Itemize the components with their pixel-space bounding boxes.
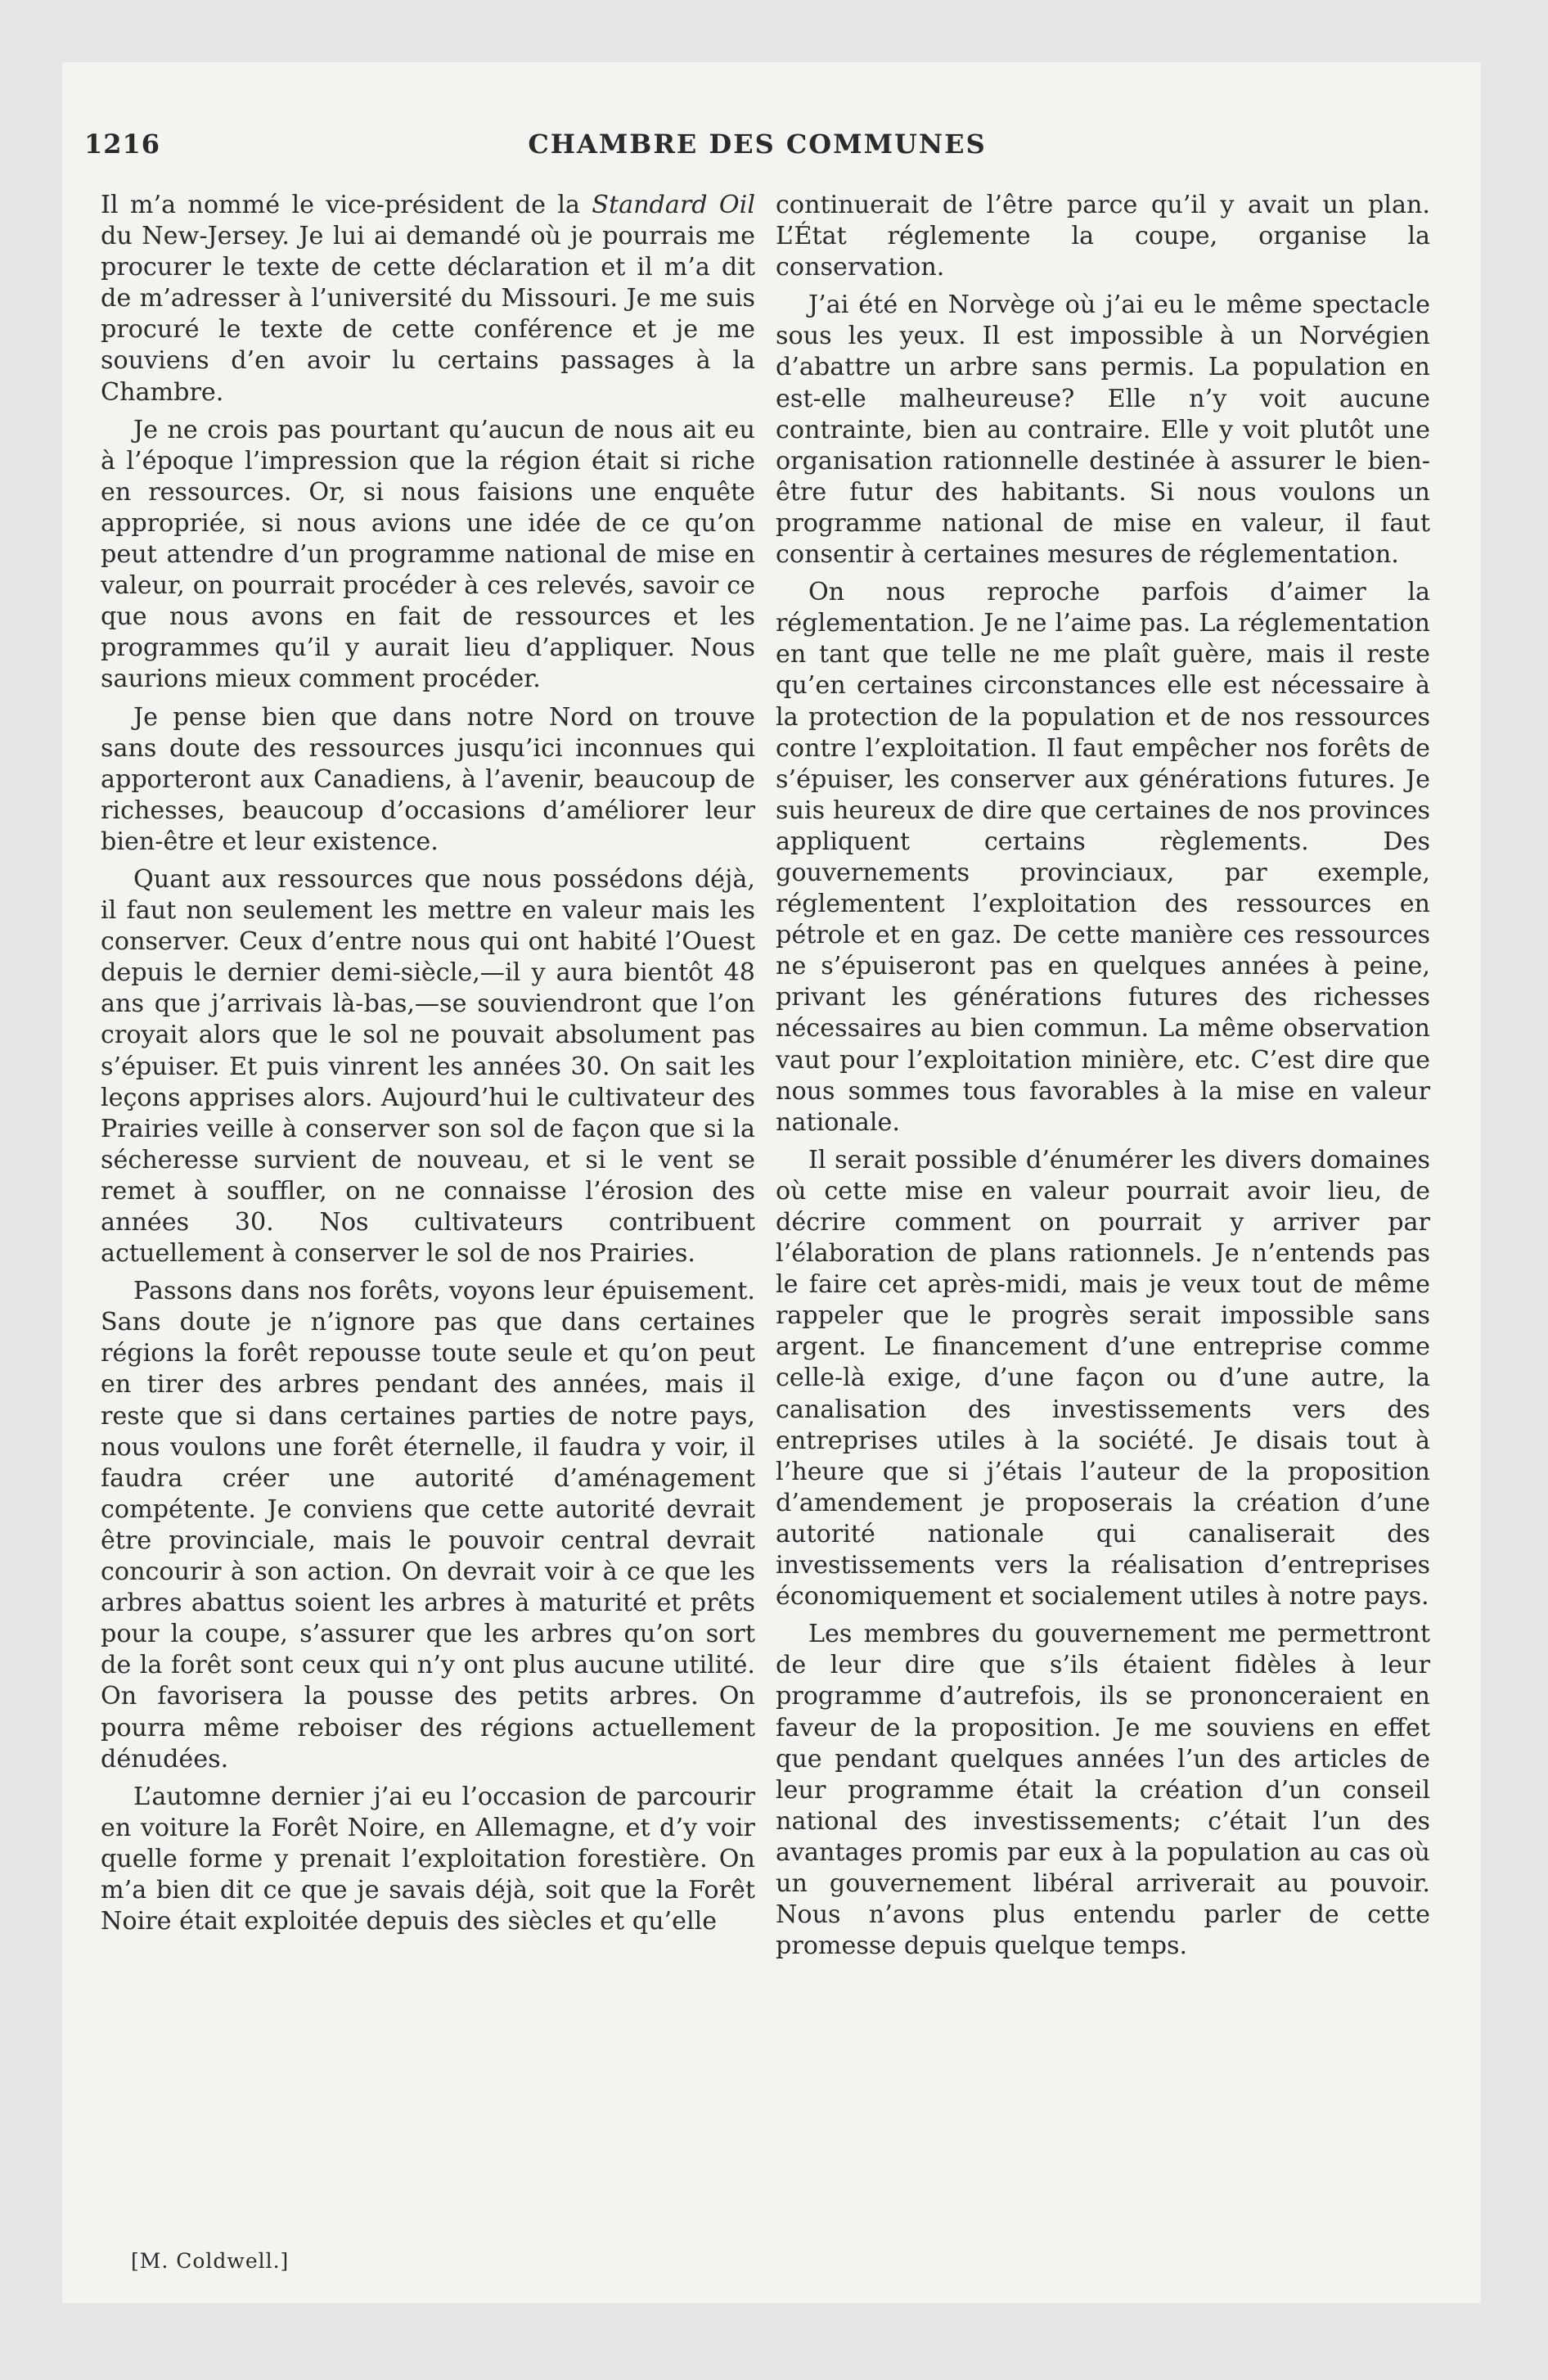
company-name: Standard Oil [592,191,755,219]
paragraph: continuerait de l’être parce qu’il y avait un plan. L’État réglemente la coupe, organise la conservation. [776,191,1430,282]
paragraph: Je ne crois pas pourtant qu’aucun de nous ait eu à l’époque l’impression que la région était si riche en ressources. Or, si nous faisions une enquête appropriée, si nous avions une idée de ce qu’on peut attendre d’un programme national de mise en valeur, on pourrait procéder à ces relevés, savoir ce que nous avons en fait de ressources et les programmes qu’il y aurait lieu d’appliquer. Nous saurions mieux comment procéder. [101,415,755,694]
paragraph: Quant aux ressources que nous possédons déjà, il faut non seulement les mettre en valeur mais les conserver. Ceux d’entre nous qui ont habité l’Ouest depuis le dernier demi-siècle,—il y aura bientôt 48 ans que j’arrivais là-bas,—se souviendront que l’on croyait alors que le sol ne pouvait absolument pas s’épuiser. Et puis vinrent les années 30. On sait les leçons apprises alors. Aujourd’hui le cultivateur des Prairies veille à conserver son sol de façon que si la sécheresse survient de nouveau, et si le vent se remet à souffler, on ne connaisse l’érosion des années 30. Nos cultivateurs contribuent actuellement à conserver le sol de nos Prairies. [101,864,755,1269]
right-column [776,190,1430,1968]
paragraph: Les membres du gouvernement me permettront de leur dire que s’ils étaient fidèles à leur programme d’autrefois, ils se prononceraient en faveur de la proposition. Je me souviens en effet que pendant quelques années l’un des articles de leur programme était la création d’un conseil national des investissements; c’était l’un des avantages promis par eux à la population au cas où un gouvernement libéral arriverait au pouvoir. Nous n’avons plus entendu parler de cette promesse depuis quelque temps. [776,1620,1430,1961]
paragraph-text: Il m’a nommé le vice-président de la [101,191,592,219]
paragraph: L’automne dernier j’ai eu l’occasion de parcourir en voiture la Forêt Noire, en Allemagne, et d’y voir quelle forme y prenait l’exploitation forestière. On m’a bien dit ce que je savais déjà, soit que la Forêt Noire était exploitée depuis des siècles et qu’elle [101,1782,755,1936]
running-title: CHAMBRE DES COMMUNES [528,128,987,160]
page-number: 1216 [84,128,161,160]
left-column [101,190,755,1944]
paragraph: Passons dans nos forêts, voyons leur épuisement. Sans doute je n’ignore pas que dans certaines régions la forêt repousse toute seule et qu’on peut en tirer des arbres pendant des années, mais il reste que si dans certaines parties de notre pays, nous voulons une forêt éternelle, il faudra y voir, il faudra créer une autorité d’aménagement compétente. Je conviens que cette autorité devrait être provinciale, mais le pouvoir central devrait concourir à son action. On devrait voir à ce que les arbres abattus soient les arbres à maturité et prêts pour la coupe, s’assurer que les arbres qu’on sort de la forêt sont ceux qui n’y ont plus aucune utilité. On favorisera la pousse des petits arbres. On pourra même reboiser des régions actuellement dénudées. [101,1277,755,1774]
paragraph: Je pense bien que dans notre Nord on trouve sans doute des ressources jusqu’ici inconnues qui apporteront aux Canadiens, à l’avenir, beaucoup de richesses, beaucoup d’occasions d’améliorer leur bien-être et leur existence. [101,702,755,856]
page-header [84,128,1430,169]
paragraph-text: du New-Jersey. Je lui ai demandé où je pourrais me procurer le texte de cette déclaration et il m’a dit de m’adresser à l’université du Missouri. Je me suis procuré le texte de cette conférence et je me souviens d’en avoir lu certains passages à la Chambre. [101,222,755,407]
paragraph: J’ai été en Norvège où j’ai eu le même spectacle sous les yeux. Il est impossible à un Norvégien d’abattre un arbre sans permis. La population en est-elle malheureuse? Elle n’y voit aucune contrainte, bien au contraire. Elle y voit plutôt une organisation rationnelle destinée à assurer le bien-être futur des habitants. Si nous voulons un programme national de mise en valeur, il faut consentir à certaines mesures de réglementation. [776,291,1430,570]
paragraph [101,190,755,408]
speaker-attribution: [M. Coldwell.] [131,2249,290,2273]
paragraph: On nous reproche parfois d’aimer la réglementation. Je ne l’aime pas. La réglementation en tant que telle ne me plaît guère, mais il reste qu’en certaines circonstances elle est nécessaire à la protection de la population et de nos ressources contre l’exploitation. Il faut empêcher nos forêts de s’épuiser, les conserver aux générations futures. Je suis heureux de dire que certaines de nos provinces appliquent certains règlements. Des gouvernements provinciaux, par exemple, réglementent l’exploitation des ressources en pétrole et en gaz. De cette manière ces ressources ne s’épuiseront pas en quelques années à peine, privant les générations futures des richesses nécessaires au bien commun. La même observation vaut pour l’exploitation minière, etc. C’est dire que nous sommes tous favorables à la mise en valeur nationale. [776,578,1430,1137]
paragraph: Il serait possible d’énumérer les divers domaines où cette mise en valeur pourrait avoir lieu, de décrire comment on pourrait y arriver par l’élaboration de plans rationnels. Je n’entends pas le faire cet après-midi, mais je veux tout de même rappeler que le progrès serait impossible sans argent. Le financement d’une entreprise comme celle-là exige, d’une façon ou d’une autre, la canalisation des investissements vers des entreprises utiles à la société. Je disais tout à l’heure que si j’étais l’auteur de la proposition d’amendement je proposerais la création d’une autorité nationale qui canaliserait des investissements vers la réalisation d’entreprises économiquement et socialement utiles à notre pays. [776,1145,1430,1611]
